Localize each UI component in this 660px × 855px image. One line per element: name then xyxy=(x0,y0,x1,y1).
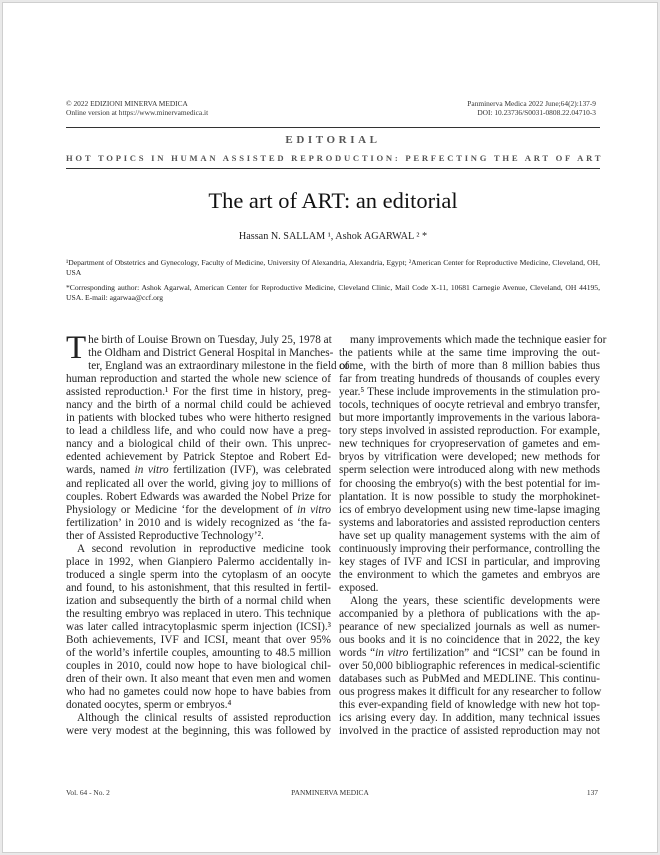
text-line: many improvements which made the technique easier for xyxy=(350,334,607,346)
text-line: and replicated all over the world, giving joy to millions of xyxy=(66,477,331,490)
text-line: exposed. xyxy=(339,581,379,594)
text-line: were very modest at the beginning, this was followed by xyxy=(66,725,331,738)
doi: DOI: 10.23736/S0031-0808.22.04710-3 xyxy=(477,107,596,117)
left-column xyxy=(66,330,349,738)
text-line: ous books and it is no coincidence that in 2022, the key xyxy=(339,634,600,647)
text-line: continuously improving their performance, controlling the xyxy=(339,542,600,555)
text-line: over 50,000 bibliographic references in medical-scientific xyxy=(339,660,600,673)
document-page xyxy=(2,2,658,853)
text-line: and found, to his astonishment, that this resulted in fertil- xyxy=(66,581,331,594)
text-line: he birth of Louise Brown on Tuesday, July 25, 1978 at xyxy=(88,334,332,346)
text-line: nancy and the birth of a normal child could be achieved xyxy=(66,399,331,412)
text-line: ics arising every day. In addition, many technical issues xyxy=(339,712,600,725)
text-line: databases such as PubMed and MEDLINE. This continu- xyxy=(339,673,600,686)
text-line: in patients with blocked tubes who were hitherto resigned xyxy=(66,412,331,425)
affiliations: ¹Department of Obstetrics and Gynecology, Faculty of Medicine, University Of Alexandria, Alexandria, Egypt; ²American Center for Reproductive Medicine, Cleveland, OH, USA xyxy=(66,258,600,277)
section-label: EDITORIAL xyxy=(285,134,381,146)
text-line: tory steps involved in assisted reproduction. For example, xyxy=(339,425,600,438)
footer-volume: Vol. 64 - No. 2 xyxy=(66,788,110,797)
text-line: to lead a childless life, and who could now have a preg- xyxy=(66,425,331,438)
text-line: human reproduction and started the whole new science of xyxy=(66,373,331,386)
text-line: bryos by vitrification were developed; new methods for xyxy=(339,451,600,464)
text-line: edented achievement by Patrick Steptoe and Robert Ed- xyxy=(66,451,331,464)
authors: Hassan N. SALLAM ¹, Ashok AGARWAL ² * xyxy=(238,231,428,242)
paragraph xyxy=(66,330,349,543)
text-line: key stages of IVF and ICSI in particular, and improving xyxy=(339,555,600,568)
text-line: Physiology or Medicine ‘for the development of in vitro xyxy=(66,503,331,516)
text-line: troduced a single sperm into the cytoplasm of an oocyte xyxy=(66,568,331,581)
text-line: dren of their own. It also meant that even men and women xyxy=(66,673,331,686)
paragraph xyxy=(66,712,331,738)
text-line: come, with the birth of more than 8 million babies thus xyxy=(339,360,600,373)
text-line: ther of Assisted Reproductive Technology’². xyxy=(66,529,264,542)
text-line: words “in vitro fertilization” and “ICSI” can be found in xyxy=(339,647,600,660)
text-line: involved in the practice of assisted reproduction may not xyxy=(339,725,600,738)
header-left xyxy=(66,100,208,117)
text-line: year.⁵ These include improvements in the stimulation pro- xyxy=(339,386,600,399)
text-line: accompanied by a plethora of publications with the ap- xyxy=(339,607,600,620)
online-version: Online version at https://www.minervamedica.it xyxy=(66,107,209,117)
footer-journal: PANMINERVA MEDICA xyxy=(291,788,369,797)
article-title: The art of ART: an editorial xyxy=(208,188,458,213)
citation: Panminerva Medica 2022 June;64(2):137-9 xyxy=(467,99,596,108)
right-column xyxy=(339,334,607,738)
text-line: couples. Robert Edwards was awarded the Nobel Prize for xyxy=(66,490,331,503)
text-line: nancy and a biological child of their own. This unprec- xyxy=(66,438,331,451)
text-line: place in 1992, when Gianpiero Palermo accidentally in- xyxy=(66,555,331,568)
text-line: ter, England was an extraordinary milestone in the field of xyxy=(88,360,349,373)
text-line: Along the years, these scientific developments were xyxy=(350,594,600,607)
text-line: was later called intracytoplasmic sperm injection (ICSI).³ xyxy=(66,621,331,634)
text-line: Both achievements, IVF and ICSI, meant that over 95% xyxy=(66,634,331,647)
text-line: wards, named in vitro fertilization (IVF), was celebrated xyxy=(66,464,331,477)
text-line: donated oocytes, sperm or embryos.⁴ xyxy=(66,699,232,712)
text-line: plantation. It is now possible to study the morphokinet- xyxy=(339,490,600,503)
header-right xyxy=(467,100,596,117)
text-line: pearance of new specialized journals as well as numer- xyxy=(339,621,600,634)
paragraph xyxy=(339,334,607,595)
section-rule xyxy=(66,168,600,169)
text-line: the Oldham and District General Hospital in Manches- xyxy=(88,347,334,360)
text-line: but more importantly improvements in the various labora- xyxy=(339,412,600,425)
footer-page-number: 137 xyxy=(586,788,598,797)
header-rule xyxy=(66,127,600,128)
text-line: sperm selection were introduced along with new methods xyxy=(339,464,600,477)
paragraph xyxy=(339,595,600,739)
text-line: for choosing the embryo(s) with the best potential for im- xyxy=(339,477,600,490)
text-line: the resulting embryo was replaced in utero. This technique xyxy=(66,607,331,620)
text-line: couples in 2010, could now hope to have biological chil- xyxy=(66,660,331,673)
text-line: systems and laboratories and assisted reproduction centers xyxy=(339,516,600,529)
text-line: tocols, techniques of oocyte retrieval and embryo transfer, xyxy=(339,399,600,412)
text-line: ization and subsequently the birth of a normal child when xyxy=(66,594,331,607)
text-line: far from treating hundreds of thousands of couples every xyxy=(339,373,600,386)
corresponding-author: *Corresponding author: Ashok Agarwal, American Center for Reproductive Medicine, Cleveland Clinic, Mail Code X-11, 10681 Carnegie Avenue, Cleveland, OH 44195, USA. E-mail: agarwaa@ccf.org xyxy=(66,283,600,302)
drop-cap: T xyxy=(66,330,87,366)
text-line: who had no gametes could now hope to have babies from xyxy=(66,686,331,699)
text-line: ous progress makes it difficult for any researcher to follow xyxy=(339,686,602,699)
text-line: fertilization’ in 2010 and is widely recognized as ‘the fa- xyxy=(66,516,331,529)
paragraph xyxy=(66,543,331,713)
text-line: of the world’s infertile couples, amounting to 48.5 million xyxy=(66,647,331,660)
subsection-label: HOT TOPICS IN HUMAN ASSISTED REPRODUCTION: PERFECTING THE ART OF ART xyxy=(66,153,604,163)
text-line: Although the clinical results of assisted reproduction xyxy=(77,712,331,725)
text-line: A second revolution in reproductive medicine took xyxy=(77,542,331,555)
text-line: the environment to which the gametes and embryos are xyxy=(339,568,600,581)
text-line: ics of embryo development using new time-lapse imaging xyxy=(339,503,600,516)
text-line: have set up quality management systems with the aim of xyxy=(339,529,600,542)
text-line: assisted reproduction.¹ For the first time in history, preg- xyxy=(66,386,331,399)
copyright: © 2022 EDIZIONI MINERVA MEDICA xyxy=(66,99,188,108)
text-line: new techniques for cryopreservation of gametes and em- xyxy=(339,438,600,451)
text-line: the patients while at the same time improving the out- xyxy=(339,347,600,360)
text-line: this ever-expanding field of knowledge with new hot top- xyxy=(339,699,600,712)
